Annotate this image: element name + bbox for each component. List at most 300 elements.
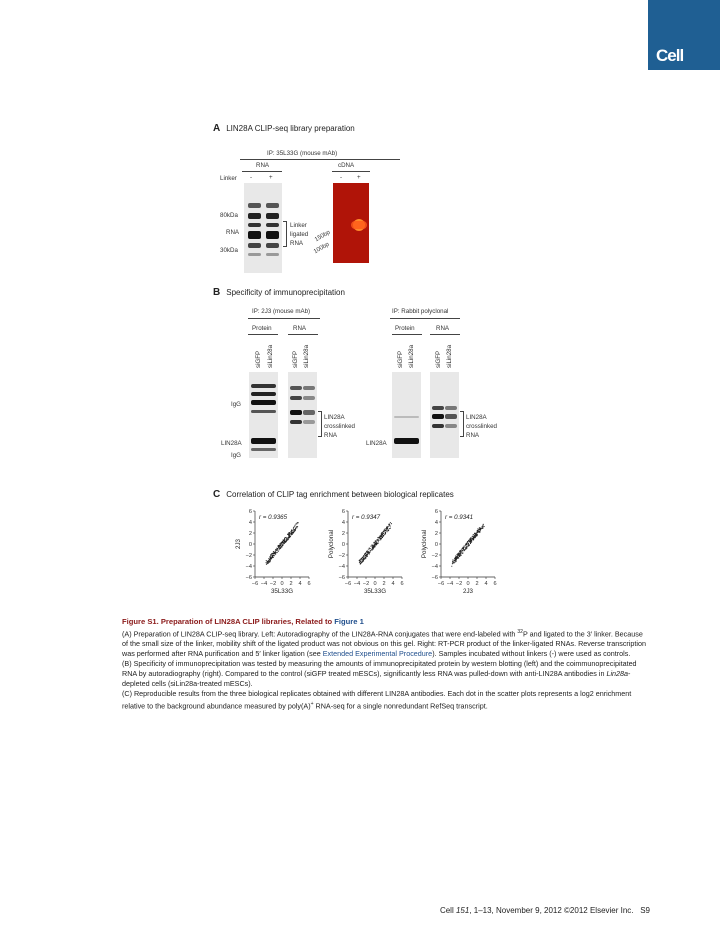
y-axis-label: Polyclonal [421, 529, 428, 559]
scatter-point [374, 545, 375, 546]
scatter-point [269, 559, 270, 560]
autoradiograph-polyclonal [430, 372, 459, 458]
x-tick-label: 0 [466, 581, 470, 587]
scatter-point [473, 539, 474, 540]
scatter-point [463, 546, 464, 547]
scatter-point [292, 533, 293, 534]
caption-a-sup: 32 [517, 629, 523, 635]
caption-b [122, 659, 650, 689]
scatter-point [457, 558, 458, 559]
rna-plus: + [269, 174, 273, 181]
scatter-point [286, 541, 287, 542]
scatter-point [270, 560, 271, 561]
crosslinked-bracket-right [460, 411, 464, 437]
crosslinked-left-line1: LIN28A [324, 414, 345, 421]
scatter-point [472, 538, 473, 539]
scatter-plot-1 [235, 509, 311, 595]
scatter-point [453, 563, 454, 564]
footer-volume: 151 [455, 906, 470, 915]
scatter-point [275, 551, 276, 552]
scatter-point [375, 540, 376, 541]
scatter-point [282, 541, 283, 542]
scatter-point [360, 561, 361, 562]
scatter-point [293, 528, 294, 529]
scatter-point [279, 545, 280, 546]
lane-silin28a-2: siLin28a [303, 344, 310, 368]
scatter-point [388, 525, 389, 526]
scatter-point [382, 536, 383, 537]
scatter-point [465, 547, 466, 548]
lane-sigfp-2: siGFP [292, 350, 299, 368]
y-axis-label: 2J3 [235, 539, 242, 549]
y-tick-label: 2 [434, 531, 438, 537]
scatter-point [296, 522, 297, 523]
y-tick-label: −6 [338, 575, 345, 581]
scatter-point [369, 552, 370, 553]
scatter-point [295, 524, 296, 525]
scatter-point [378, 541, 379, 542]
scatter-point [285, 537, 286, 538]
cdna-group-label: cDNA [338, 162, 355, 169]
caption-a [122, 627, 650, 659]
scatter-point [456, 557, 457, 558]
scatter-point [271, 553, 272, 554]
scatter-point [379, 537, 380, 538]
scatter-point [378, 543, 379, 544]
western-blot-polyclonal [392, 372, 421, 458]
scatter-point [289, 535, 290, 536]
y-tick-label: 0 [341, 542, 345, 548]
scatter-point [483, 524, 484, 525]
scatter-point [270, 557, 271, 558]
scatter-point [372, 549, 373, 550]
scatter-point [379, 536, 380, 537]
rna-minus: - [250, 174, 253, 181]
scatter-point [460, 550, 461, 551]
scatter-point [270, 555, 271, 556]
y-tick-label: −2 [338, 553, 345, 559]
scatter-point [386, 530, 387, 531]
scatter-point [280, 548, 281, 549]
x-tick-label: −4 [260, 581, 268, 587]
left-ip-label: IP: 2J3 (mouse mAb) [252, 308, 311, 315]
cdna-group-line [332, 171, 370, 172]
left-protein-line [248, 334, 278, 335]
y-tick-label: 6 [341, 509, 345, 515]
igg-label: IgG [231, 401, 241, 408]
scatter-point [455, 558, 456, 559]
linker-bracket [283, 221, 287, 247]
scatter-point [475, 537, 476, 538]
panel-a-letter: A [213, 123, 221, 134]
right-protein-line [392, 334, 422, 335]
marker-30kda: 30kDa [220, 247, 238, 254]
panel-c-title-text: Correlation of CLIP tag enrichment between biological replicates [226, 490, 454, 499]
scatter-point [359, 560, 360, 561]
scatter-point [385, 532, 386, 533]
x-tick-label: −6 [251, 581, 259, 587]
scatter-point [279, 543, 280, 544]
igg-label-2: IgG [231, 452, 241, 459]
scatter-point [470, 543, 471, 544]
marker-100bp: 100bp [313, 241, 331, 256]
x-axis-label: 35L33G [270, 588, 294, 595]
scatter-point [385, 533, 386, 534]
panel-a-ip-label: IP: 35L33G (mouse mAb) [267, 150, 338, 157]
rna-autoradiograph [244, 183, 282, 273]
scatter-point [460, 552, 461, 553]
right-protein-label: Protein [395, 325, 415, 332]
scatter-plots [215, 505, 515, 605]
page-footer [440, 906, 650, 915]
scatter-point [268, 563, 269, 564]
scatter-point [383, 531, 384, 532]
x-tick-label: −6 [344, 581, 352, 587]
x-tick-label: −6 [437, 581, 445, 587]
scatter-point [452, 563, 453, 564]
scatter-point [289, 536, 290, 537]
scatter-point [284, 537, 285, 538]
y-tick-label: −4 [338, 564, 345, 570]
scatter-point [272, 557, 273, 558]
r-value-label: r = 0.9365 [259, 514, 288, 521]
scatter-point [384, 534, 385, 535]
scatter-point [370, 550, 371, 551]
scatter-point [454, 560, 455, 561]
scatter-point [475, 533, 476, 534]
figure-caption [122, 617, 650, 712]
scatter-point [365, 555, 366, 556]
scatter-point [456, 559, 457, 560]
y-tick-label: 4 [341, 520, 345, 526]
scatter-point [275, 553, 276, 554]
scatter-point [272, 555, 273, 556]
scatter-point [271, 557, 272, 558]
scatter-point [298, 522, 299, 523]
scatter-point [364, 557, 365, 558]
scatter-point [269, 561, 270, 562]
scatter-point [467, 543, 468, 544]
scatter-point [276, 550, 277, 551]
crosslinked-left-line2: crosslinked [324, 423, 355, 430]
x-tick-label: −4 [353, 581, 361, 587]
scatter-point [466, 548, 467, 549]
scatter-point [459, 554, 460, 555]
scatter-point [367, 553, 368, 554]
scatter-point [266, 563, 267, 564]
scatter-point [386, 529, 387, 530]
scatter-point [462, 552, 463, 553]
scatter-point [370, 546, 371, 547]
scatter-point [474, 533, 475, 534]
scatter-point [293, 531, 294, 532]
scatter-point [294, 530, 295, 531]
scatter-point [380, 539, 381, 540]
r-value-label: r = 0.9341 [445, 514, 474, 521]
x-axis-label: 2J3 [463, 588, 473, 595]
x-tick-label: −2 [362, 581, 370, 587]
scatter-point [286, 540, 287, 541]
scatter-point [468, 545, 469, 546]
y-tick-label: 4 [434, 520, 438, 526]
scatter-point [373, 547, 374, 548]
x-axis-label: 35L33G [363, 588, 387, 595]
scatter-point [465, 544, 466, 545]
right-ip-line [390, 318, 460, 319]
y-tick-label: 6 [248, 509, 252, 515]
scatter-point [295, 525, 296, 526]
x-tick-label: 6 [400, 581, 404, 587]
panel-a-title-text: LIN28A CLIP-seq library preparation [226, 124, 355, 133]
scatter-point [454, 562, 455, 563]
scatter-point [479, 531, 480, 532]
x-tick-label: 4 [298, 581, 302, 587]
cdna-plus: + [357, 174, 361, 181]
x-tick-label: −2 [269, 581, 277, 587]
scatter-point [288, 533, 289, 534]
scatter-point [452, 562, 453, 563]
lane-silin28a-1: siLin28a [267, 344, 274, 368]
y-tick-label: 0 [434, 542, 438, 548]
lane-sigfp-3: siGFP [397, 350, 404, 368]
scatter-point [461, 549, 462, 550]
cdna-minus: - [340, 174, 343, 181]
x-tick-label: 0 [280, 581, 284, 587]
panel-b-title-text: Specificity of immunoprecipitation [226, 288, 345, 297]
scatter-point [367, 556, 368, 557]
x-tick-label: 6 [307, 581, 311, 587]
scatter-point [386, 531, 387, 532]
caption-a-part3: ). Samples incubated without linkers (-) were used as controls. [432, 649, 631, 659]
scatter-point [372, 547, 373, 548]
scatter-point [372, 544, 373, 545]
scatter-point [471, 540, 472, 541]
rna-group-label: RNA [256, 162, 270, 169]
scatter-point [359, 562, 360, 563]
western-blot-2j3 [249, 372, 278, 458]
scatter-point [365, 553, 366, 554]
marker-150bp: 150bp [314, 229, 332, 244]
crosslinked-right-line1: LIN28A [466, 414, 487, 421]
scatter-point [291, 531, 292, 532]
y-tick-label: 6 [434, 509, 438, 515]
scatter-point [368, 549, 369, 550]
caption-a-link[interactable]: Extended Experimental Procedure [322, 649, 433, 659]
scatter-point [361, 558, 362, 559]
caption-a-part1: (A) Preparation of LIN28A CLIP-seq library. Left: Autoradiography of the LIN28A-RNA conjugates that were end-labeled with [122, 629, 518, 639]
scatter-point [363, 559, 364, 560]
scatter-point [363, 556, 364, 557]
caption-c [122, 689, 650, 711]
scatter-point [296, 526, 297, 527]
scatter-point [388, 526, 389, 527]
x-tick-label: 6 [493, 581, 497, 587]
scatter-point [482, 526, 483, 527]
scatter-point [284, 543, 285, 544]
scatter-point [381, 535, 382, 536]
caption-b-italic: Lin28a [606, 669, 629, 679]
scatter-point [266, 562, 267, 563]
scatter-point [382, 532, 383, 533]
y-tick-label: −4 [431, 564, 438, 570]
scatter-point [451, 566, 452, 567]
scatter-point [484, 526, 485, 527]
ip-line [240, 159, 400, 160]
scatter-point [468, 540, 469, 541]
band-label-linker: Linker [290, 222, 307, 229]
scatter-point [366, 552, 367, 553]
lane-silin28a-4: siLin28a [446, 344, 453, 368]
scatter-point [278, 547, 279, 548]
scatter-point [470, 539, 471, 540]
scatter-point [284, 540, 285, 541]
x-tick-label: 4 [484, 581, 488, 587]
scatter-point [297, 526, 298, 527]
y-tick-label: −2 [431, 553, 438, 559]
panel-b-title [213, 287, 345, 298]
scatter-point [288, 538, 289, 539]
cell-logo [648, 0, 720, 70]
caption-heading [122, 617, 650, 627]
scatter-point [360, 563, 361, 564]
scatter-point [481, 528, 482, 529]
caption-b-part1: (B) Specificity of immunoprecipitation was tested by measuring the amounts of immunoprecipitated protein by western blotting (left) and the coimmunoprecipitated RNA by autoradiography (right). Compared to the control (siGFP treated mESCs), significantly less RNA was pulled-down with anti-LIN28A antibodies in [122, 659, 637, 679]
scatter-point [465, 549, 466, 550]
scatter-plot-2 [328, 509, 404, 595]
scatter-point [291, 534, 292, 535]
y-tick-label: −6 [245, 575, 252, 581]
y-tick-label: −6 [431, 575, 438, 581]
scatter-point [386, 527, 387, 528]
scatter-point [388, 530, 389, 531]
scatter-point [463, 549, 464, 550]
scatter-point [267, 561, 268, 562]
y-tick-label: 0 [248, 542, 252, 548]
scatter-point [468, 541, 469, 542]
scatter-point [376, 543, 377, 544]
caption-c-sup: + [310, 701, 314, 708]
scatter-point [464, 545, 465, 546]
panel-a-title [213, 123, 355, 134]
scatter-point [390, 526, 391, 527]
scatter-point [452, 559, 453, 560]
scatter-point [384, 529, 385, 530]
scatter-point [271, 554, 272, 555]
left-rna-line [288, 334, 318, 335]
scatter-point [381, 537, 382, 538]
scatter-point [457, 553, 458, 554]
scatter-point [273, 553, 274, 554]
footer-citation: , 1–13, November 9, 2012 ©2012 Elsevier Inc. [469, 906, 634, 915]
x-tick-label: −2 [455, 581, 463, 587]
scatter-point [471, 542, 472, 543]
scatter-point [362, 561, 363, 562]
linker-label: Linker [220, 175, 237, 182]
caption-figure-link[interactable]: Figure 1 [334, 617, 364, 626]
lane-sigfp-1: siGFP [255, 350, 262, 368]
scatter-point [277, 552, 278, 553]
scatter-point [466, 543, 467, 544]
scatter-point [370, 548, 371, 549]
lane-sigfp-4: siGFP [435, 350, 442, 368]
crosslinked-label-left [324, 413, 355, 440]
scatter-point [369, 548, 370, 549]
panel-c-title [213, 489, 454, 500]
scatter-point [275, 552, 276, 553]
scatter-point [368, 551, 369, 552]
left-protein-label: Protein [252, 325, 272, 332]
y-tick-label: 4 [248, 520, 252, 526]
crosslinked-right-line3: RNA [466, 432, 480, 439]
scatter-point [477, 528, 478, 529]
scatter-point [476, 533, 477, 534]
scatter-point [477, 534, 478, 535]
scatter-point [467, 541, 468, 542]
y-tick-label: 2 [248, 531, 252, 537]
scatter-point [457, 557, 458, 558]
scatter-point [277, 548, 278, 549]
caption-a-part2: P and ligated to the 3′ linker. Because of the small size of the linker, mobility shift of the ligated product was not obvious on this gel. Right: RT-PCR product of the linker-ligated RNAs. Reverse transcription was performed after RNA purification and 5′ linker ligation (see [122, 629, 647, 659]
scatter-point [364, 555, 365, 556]
crosslinked-label-right [466, 413, 497, 440]
scatter-point [390, 528, 391, 529]
logo-text: Cell [656, 46, 684, 65]
crosslinked-right-line2: crosslinked [466, 423, 497, 430]
caption-c-part2: RNA-seq for a single nonredundant RefSeq transcript. [313, 701, 488, 711]
right-rna-label: RNA [436, 325, 450, 332]
lane-silin28a-3: siLin28a [408, 344, 415, 368]
scatter-point [465, 545, 466, 546]
scatter-point [296, 527, 297, 528]
crosslinked-left-line3: RNA [324, 432, 338, 439]
footer-journal: Cell [439, 906, 456, 915]
scatter-point [361, 559, 362, 560]
scatter-point [274, 552, 275, 553]
scatter-point [460, 553, 461, 554]
lin28a-label-right: LIN28A [366, 440, 387, 447]
right-ip-label: IP: Rabbit polyclonal [392, 308, 449, 315]
scatter-point [472, 536, 473, 537]
scatter-point [274, 555, 275, 556]
scatter-point [477, 531, 478, 532]
left-rna-label: RNA [293, 325, 307, 332]
y-tick-label: −4 [245, 564, 252, 570]
scatter-point [480, 528, 481, 529]
scatter-point [459, 556, 460, 557]
scatter-point [291, 530, 292, 531]
marker-80kda: 80kDa [220, 212, 238, 219]
y-axis-label: Polyclonal [328, 529, 335, 559]
scatter-point [293, 529, 294, 530]
scatter-point [382, 537, 383, 538]
scatter-point [375, 543, 376, 544]
panel-b-letter: B [213, 287, 221, 298]
scatter-point [380, 538, 381, 539]
scatter-point [391, 523, 392, 524]
scatter-point [462, 548, 463, 549]
scatter-point [385, 530, 386, 531]
scatter-point [366, 554, 367, 555]
crosslinked-bracket-left [318, 411, 322, 437]
marker-rna: RNA [226, 229, 240, 236]
scatter-point [456, 561, 457, 562]
scatter-point [374, 546, 375, 547]
lin28a-label-left: LIN28A [221, 440, 242, 447]
scatter-point [374, 542, 375, 543]
scatter-point [363, 555, 364, 556]
scatter-point [383, 533, 384, 534]
scatter-point [479, 529, 480, 530]
